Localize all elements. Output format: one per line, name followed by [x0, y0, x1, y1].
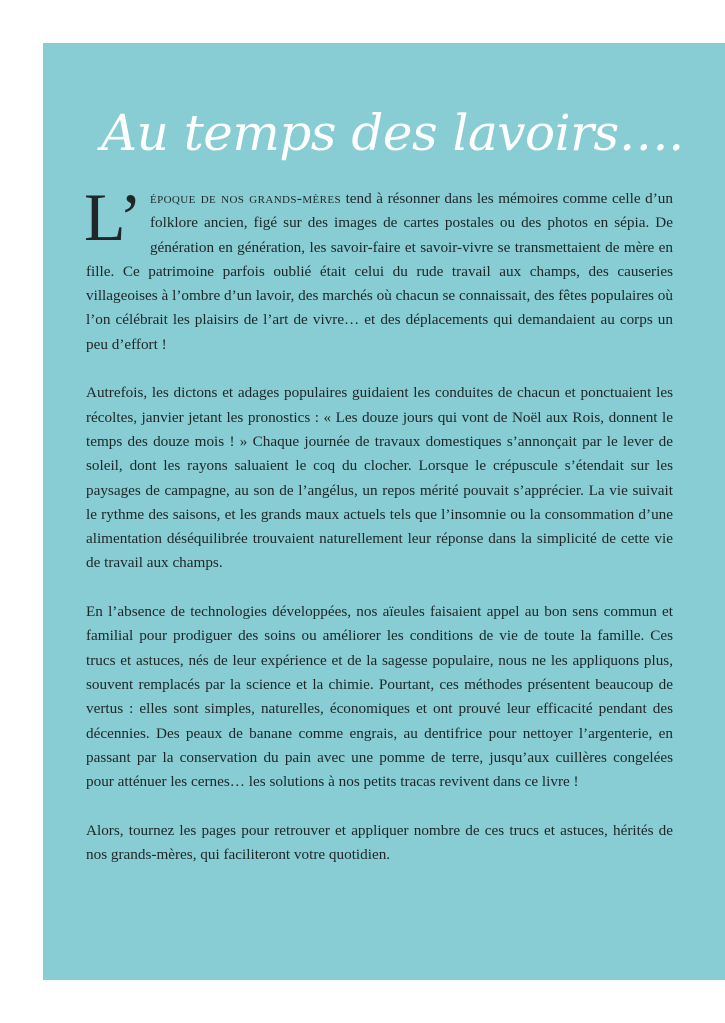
page-title: Au temps des lavoirs….: [101, 104, 684, 162]
body-text: [84, 179, 673, 892]
drop-cap: L’: [84, 179, 142, 255]
intro-lead-smallcaps: époque de nos grands-mères: [149, 190, 342, 207]
teal-background-panel: [43, 43, 725, 980]
intro-text: tend à résonner dans les mémoires comme celle d’un folklore ancien, figé sur des images de cartes postales ou des photos en sépia. De génération en génération, les savoir-faire et savoir-vivre se transmettaient de mère en fille. Ce patrimoine parfois oublié était celui du rude travail aux champs, des causeries villageoises à l’ombre d’un lavoir, des marchés où chacun se connaissait, des fêtes populaires où l’on célébrait les plaisirs de l’art de vivre… et des déplacements qui demandaient au corps un peu d’effort !: [86, 190, 673, 353]
paragraph-3: En l’absence de technologies développées, nos aïeules faisaient appel au bon sens commun et familial pour prodiguer des soins ou améliorer les conditions de vie de toute la famille. Ces trucs et astuces, nés de leur expérience et de la sagesse populaire, nous ne les appliquons plus, souvent remplacés par la science et la chimie. Pourtant, ces méthodes présentent beaucoup de vertus : elles sont simples, naturelles, économiques et ont prouvé leur efficacité pendant des décennies. Des peaux de banane comme engrais, au dentifrice pour nettoyer l’argenterie, en passant par la conservation du pain avec une pomme de terre, jusqu’aux cuillères congelées pour atténuer les cernes… les solutions à nos petits tracas revivent dans ce livre !: [86, 603, 673, 791]
intro-paragraph: [84, 179, 673, 357]
paragraph-2: Autrefois, les dictons et adages populaires guidaient les conduites de chacun et ponctuaient les récoltes, janvier jetant les pronostics : « Les douze jours qui vont de Noël aux Rois, donnent le temps des douze mois ! » Chaque journée de travaux domestiques s’annonçait par le lever de soleil, dont les rayons saluaient le coq du clocher. Lorsque le crépuscule s’étendait sur les paysages de campagne, au son de l’angélus, un repos mérité pouvait s’apprécier. La vie suivait le rythme des saisons, et les grands maux actuels tels que l’insomnie ou la consommation d’une alimentation déséquilibrée trouvaient naturellement leur réponse dans la simplicité de cette vie de travail aux champs.: [86, 384, 673, 572]
paragraph-4: Alors, tournez les pages pour retrouver et appliquer nombre de ces trucs et astuces, hérités de nos grands-mères, qui faciliteront votre quotidien.: [86, 821, 673, 864]
